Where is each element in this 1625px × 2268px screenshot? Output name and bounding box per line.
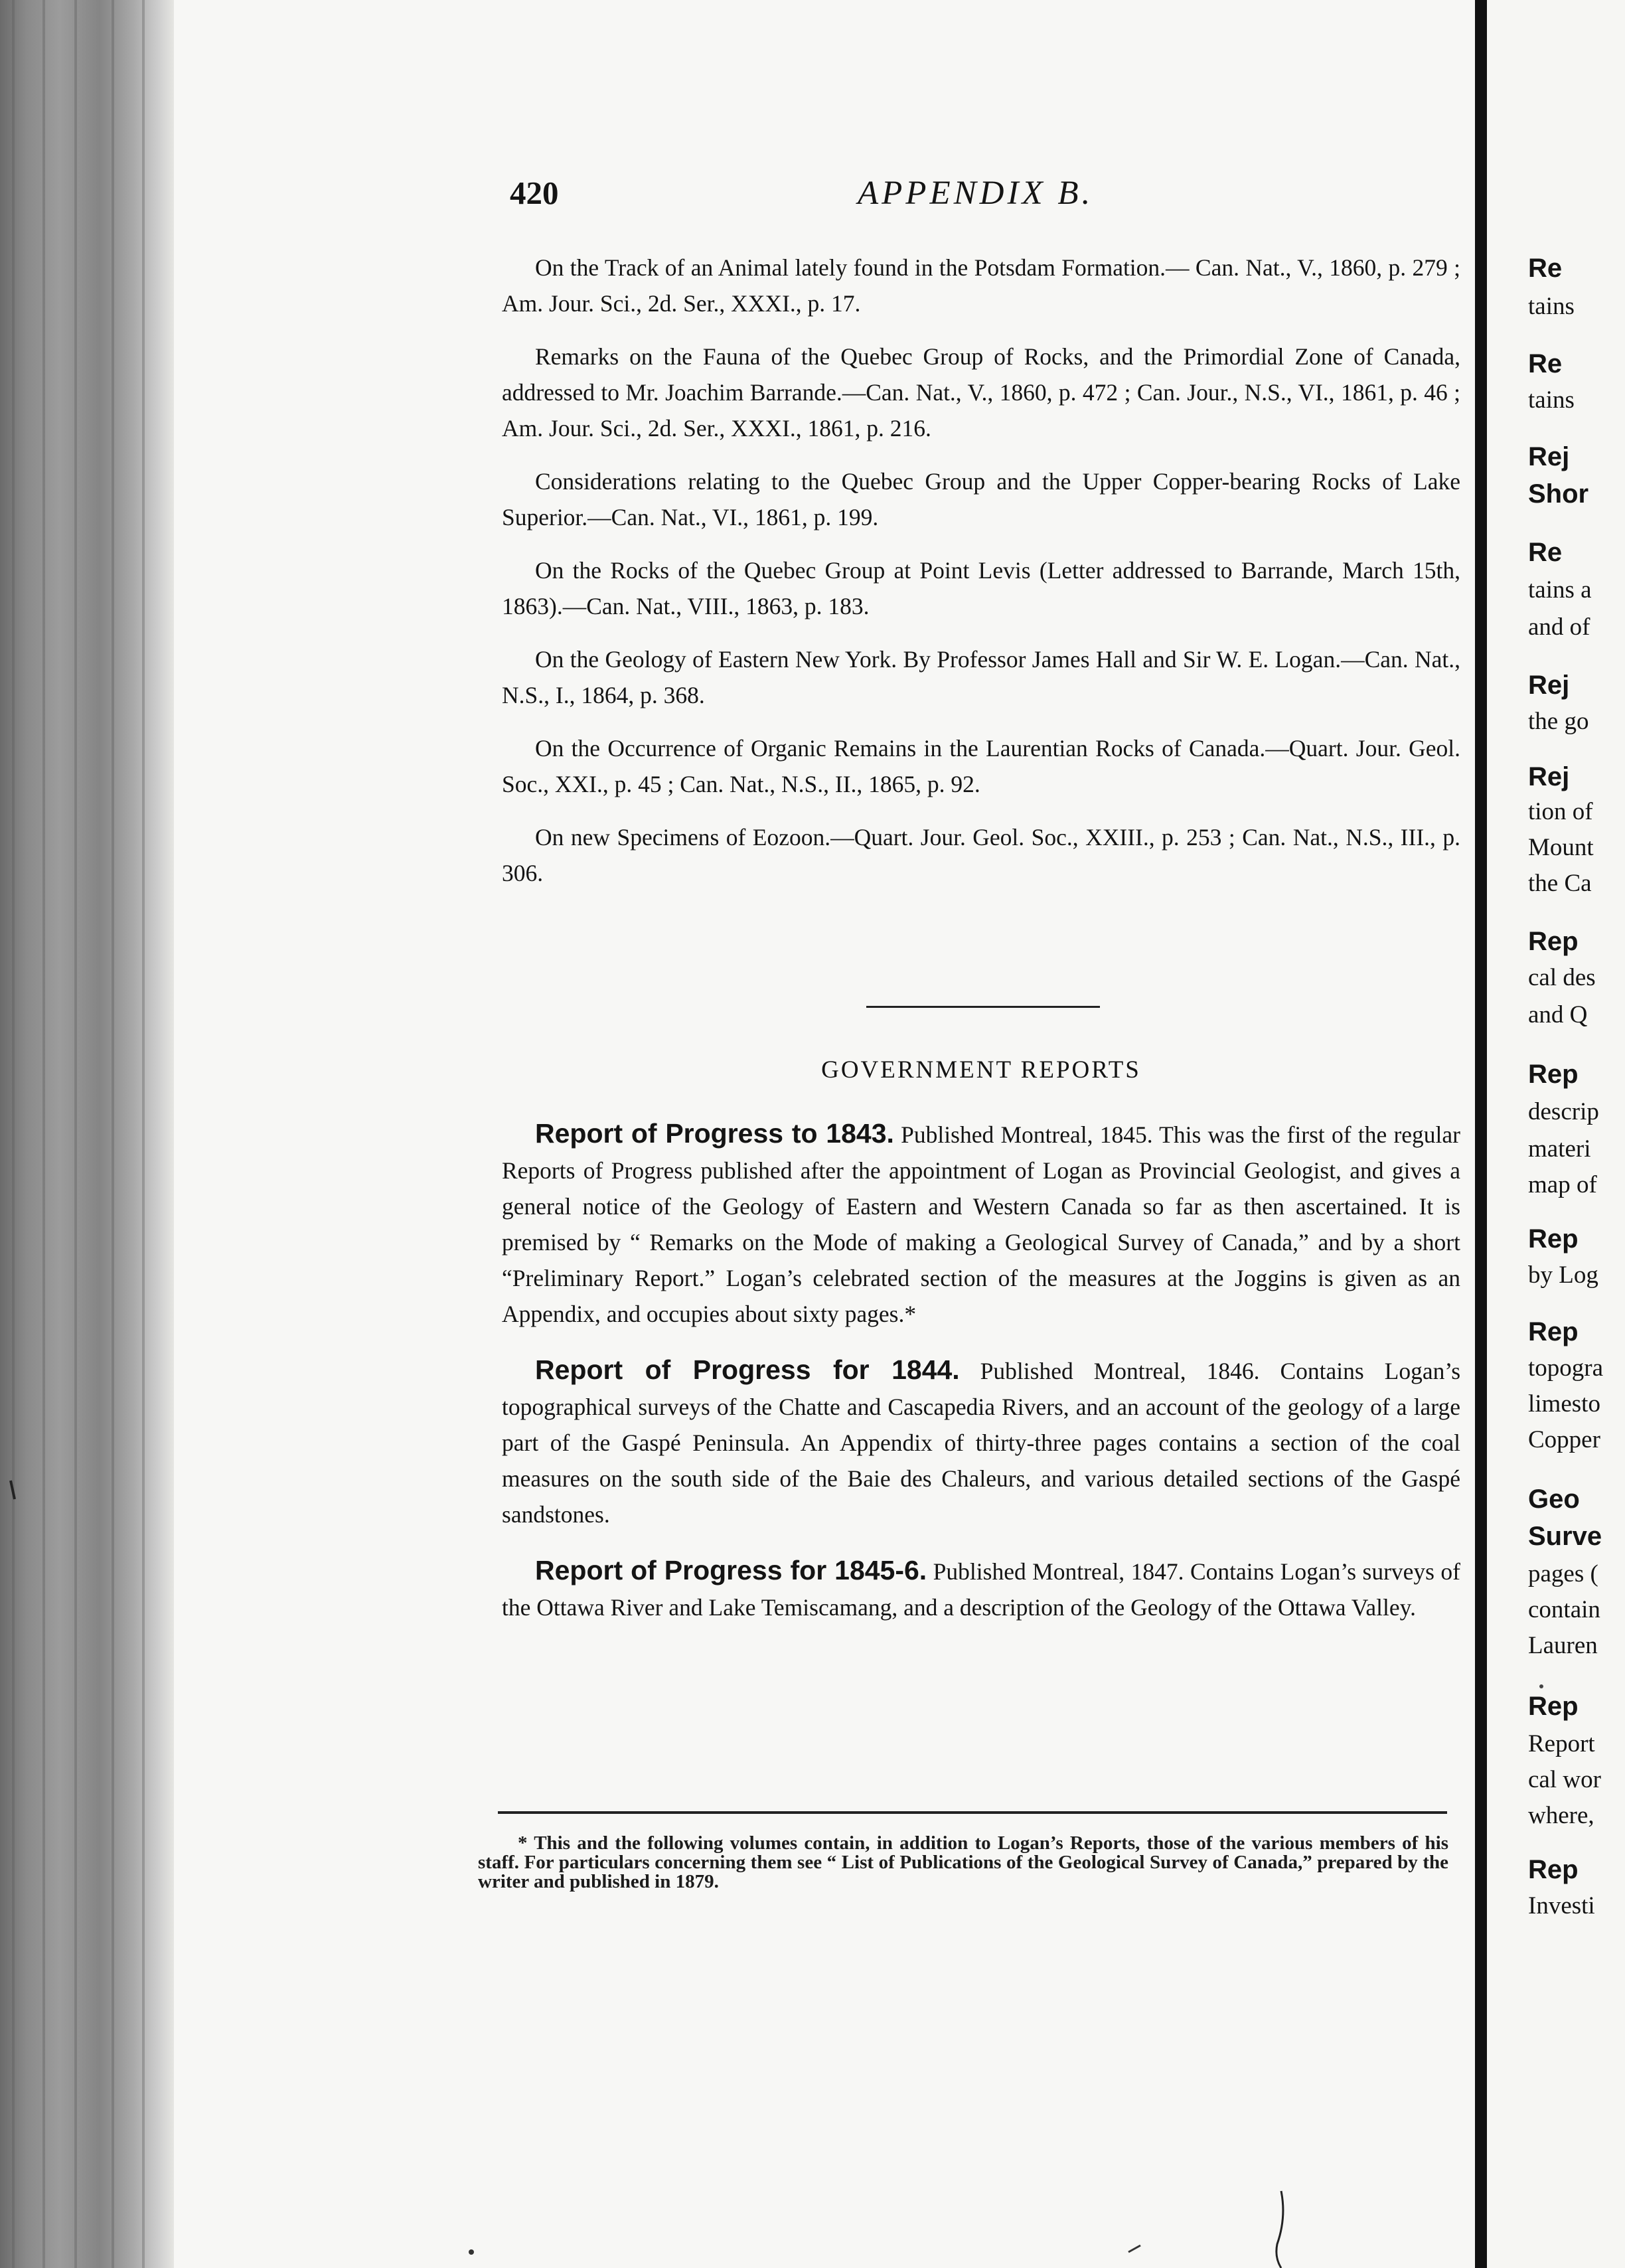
gutter-shadow-line [74,0,77,2268]
facing-page-line: contain [1528,1596,1600,1623]
facing-page-line: Rep [1528,1224,1579,1254]
report-title: Report of Progress for 1845-6. [535,1555,927,1585]
facing-page-line: tion of [1528,798,1593,825]
facing-page-line: map of [1528,1171,1597,1198]
report-body: Published Montreal, 1847. Contains Logan’s surveys of the Ottawa River and Lake Temiscamang, and a description of the Geology of the Ottawa Valley. [502,1558,1461,1621]
footnote-divider [498,1811,1447,1814]
facing-page-line: tains a [1528,576,1592,604]
facing-page-line: Report [1528,1730,1595,1757]
facing-page-line: cal wor [1528,1766,1601,1793]
page-fold-shadow [1475,0,1487,2268]
bibliography-entry: Remarks on the Fauna of the Quebec Group of Rocks, and the Primordial Zone of Canada, addressed to Mr. Joachim Barrande.—Can. Nat., V., 1860, p. 472 ; Can. Jour., N.S., VI., 1861, p. 46 ; Am. Jour. Sci., 2d. Ser., XXXI., 1861, p. 216. [502,343,1460,442]
facing-page-line: Shor [1528,479,1589,509]
bibliography-entry: On the Occurrence of Organic Remains in the Laurentian Rocks of Canada.—Quart. Jour. Geol. Soc., XXI., p. 45 ; Can. Nat., N.S., II., 1865, p. 92. [502,735,1460,797]
facing-page-line: Re [1528,538,1563,567]
report-entry [502,1552,1460,1625]
facing-page-line: Re [1528,349,1563,378]
footnote-text: * This and the following volumes contain, in addition to Logan’s Reports, those of the various members of his staff. For particulars concerning them see “ List of Publications of the Geological Survey of Canada,” prepared by the writer and published in 1879. [478,1832,1448,1892]
bibliography-entry: On the Track of an Animal lately found in the Potsdam Formation.— Can. Nat., V., 1860, p. 279 ; Am. Jour. Sci., 2d. Ser., XXXI., p. 17. [502,254,1460,317]
bibliography-entry: On new Specimens of Eozoon.—Quart. Jour. Geol. Soc., XXIII., p. 253 ; Can. Nat., N.S., III., p. 306. [502,824,1460,886]
facing-page-line: Rep [1528,1692,1579,1721]
facing-page-line: Copper [1528,1426,1600,1453]
facing-page-line: Investi [1528,1892,1595,1919]
footnote [478,1834,1448,1892]
bibliography-entry: Considerations relating to the Quebec Group and the Upper Copper-bearing Rocks of Lake Superior.—Can. Nat., VI., 1861, p. 199. [502,468,1460,530]
page-number: 420 [510,175,559,211]
facing-page-line: Mount [1528,834,1594,861]
facing-page-line: where, [1528,1802,1594,1829]
gutter-shadow-line [12,0,15,2268]
facing-page-line: and Q [1528,1001,1588,1028]
running-title: APPENDIX B. [858,175,1094,212]
bibliography-entry: On the Geology of Eastern New York. By Professor James Hall and Sir W. E. Logan.—Can. Nat., N.S., I., 1864, p. 368. [502,646,1460,708]
report-title: Report of Progress for 1844. [535,1354,960,1385]
facing-page-line: materi [1528,1135,1591,1163]
facing-page-line: the go [1528,708,1589,735]
facing-page-line: cal des [1528,964,1596,991]
facing-page-line: Rej [1528,762,1570,791]
facing-page-line: topogra [1528,1354,1604,1382]
report-title: Report of Progress to 1843. [535,1118,894,1149]
facing-page-line: Geo [1528,1485,1580,1514]
reports-list [502,1115,1460,1645]
facing-page-line: the Ca [1528,870,1592,897]
report-entry [502,1352,1460,1532]
facing-page-line: Rej [1528,442,1570,471]
facing-page-line: Surve [1528,1522,1602,1551]
bibliography-entry: On the Rocks of the Quebec Group at Point Levis (Letter addressed to Barrande, March 15th, 1863).—Can. Nat., VIII., 1863, p. 183. [502,557,1460,619]
facing-page-fragment [1487,0,1625,2268]
section-divider [866,1006,1100,1008]
facing-page-line: Rep [1528,1060,1579,1089]
bibliography-list [502,250,1460,908]
book-gutter-edge [0,0,174,2268]
facing-page-line: tains [1528,293,1575,320]
report-entry [502,1115,1460,1332]
facing-page-line: by Log [1528,1261,1598,1289]
gutter-shadow-line [42,0,45,2268]
facing-page-line: Rep [1528,927,1579,956]
gutter-shadow-line [142,0,145,2268]
facing-page-line: and of [1528,613,1590,641]
facing-page-line: Rep [1528,1317,1579,1346]
facing-page-line: Lauren [1528,1632,1598,1659]
report-body: Published Montreal, 1846. Contains Logan’s topographical surveys of the Chatte and Cascapedia Rivers, and an account of the geology of a large part of the Gaspé Peninsula. An Appendix of thirty-three pages contains a section of the coal measures on the south side of the Baie des Chaleurs, and various detailed sections of the Gaspé sandstones. [502,1358,1461,1528]
facing-page-line: Re [1528,254,1563,283]
report-body: Published Montreal, 1845. This was the first of the regular Reports of Progress published after the appointment of Logan as Provincial Geologist, and gives a general notice of the Geology of Eastern and Western Canada so far as then ascertained. It is premised by “ Remarks on the Mode of making a Geological Survey of Canada,” and by a short “Preliminary Report.” Logan’s celebrated section of the measures at the Joggins is given as an Appendix, and occupies about sixty pages.* [502,1121,1460,1327]
page-header [510,174,1466,220]
facing-page-line: tains [1528,386,1575,414]
gutter-shadow-line [112,0,114,2268]
facing-page-line: pages ( [1528,1560,1598,1587]
facing-page-line: descrip [1528,1098,1599,1125]
facing-page-line: Rej [1528,671,1570,700]
section-heading: GOVERNMENT REPORTS [821,1056,1141,1084]
facing-page-line: limesto [1528,1390,1600,1418]
facing-page-line: Rep [1528,1855,1579,1884]
